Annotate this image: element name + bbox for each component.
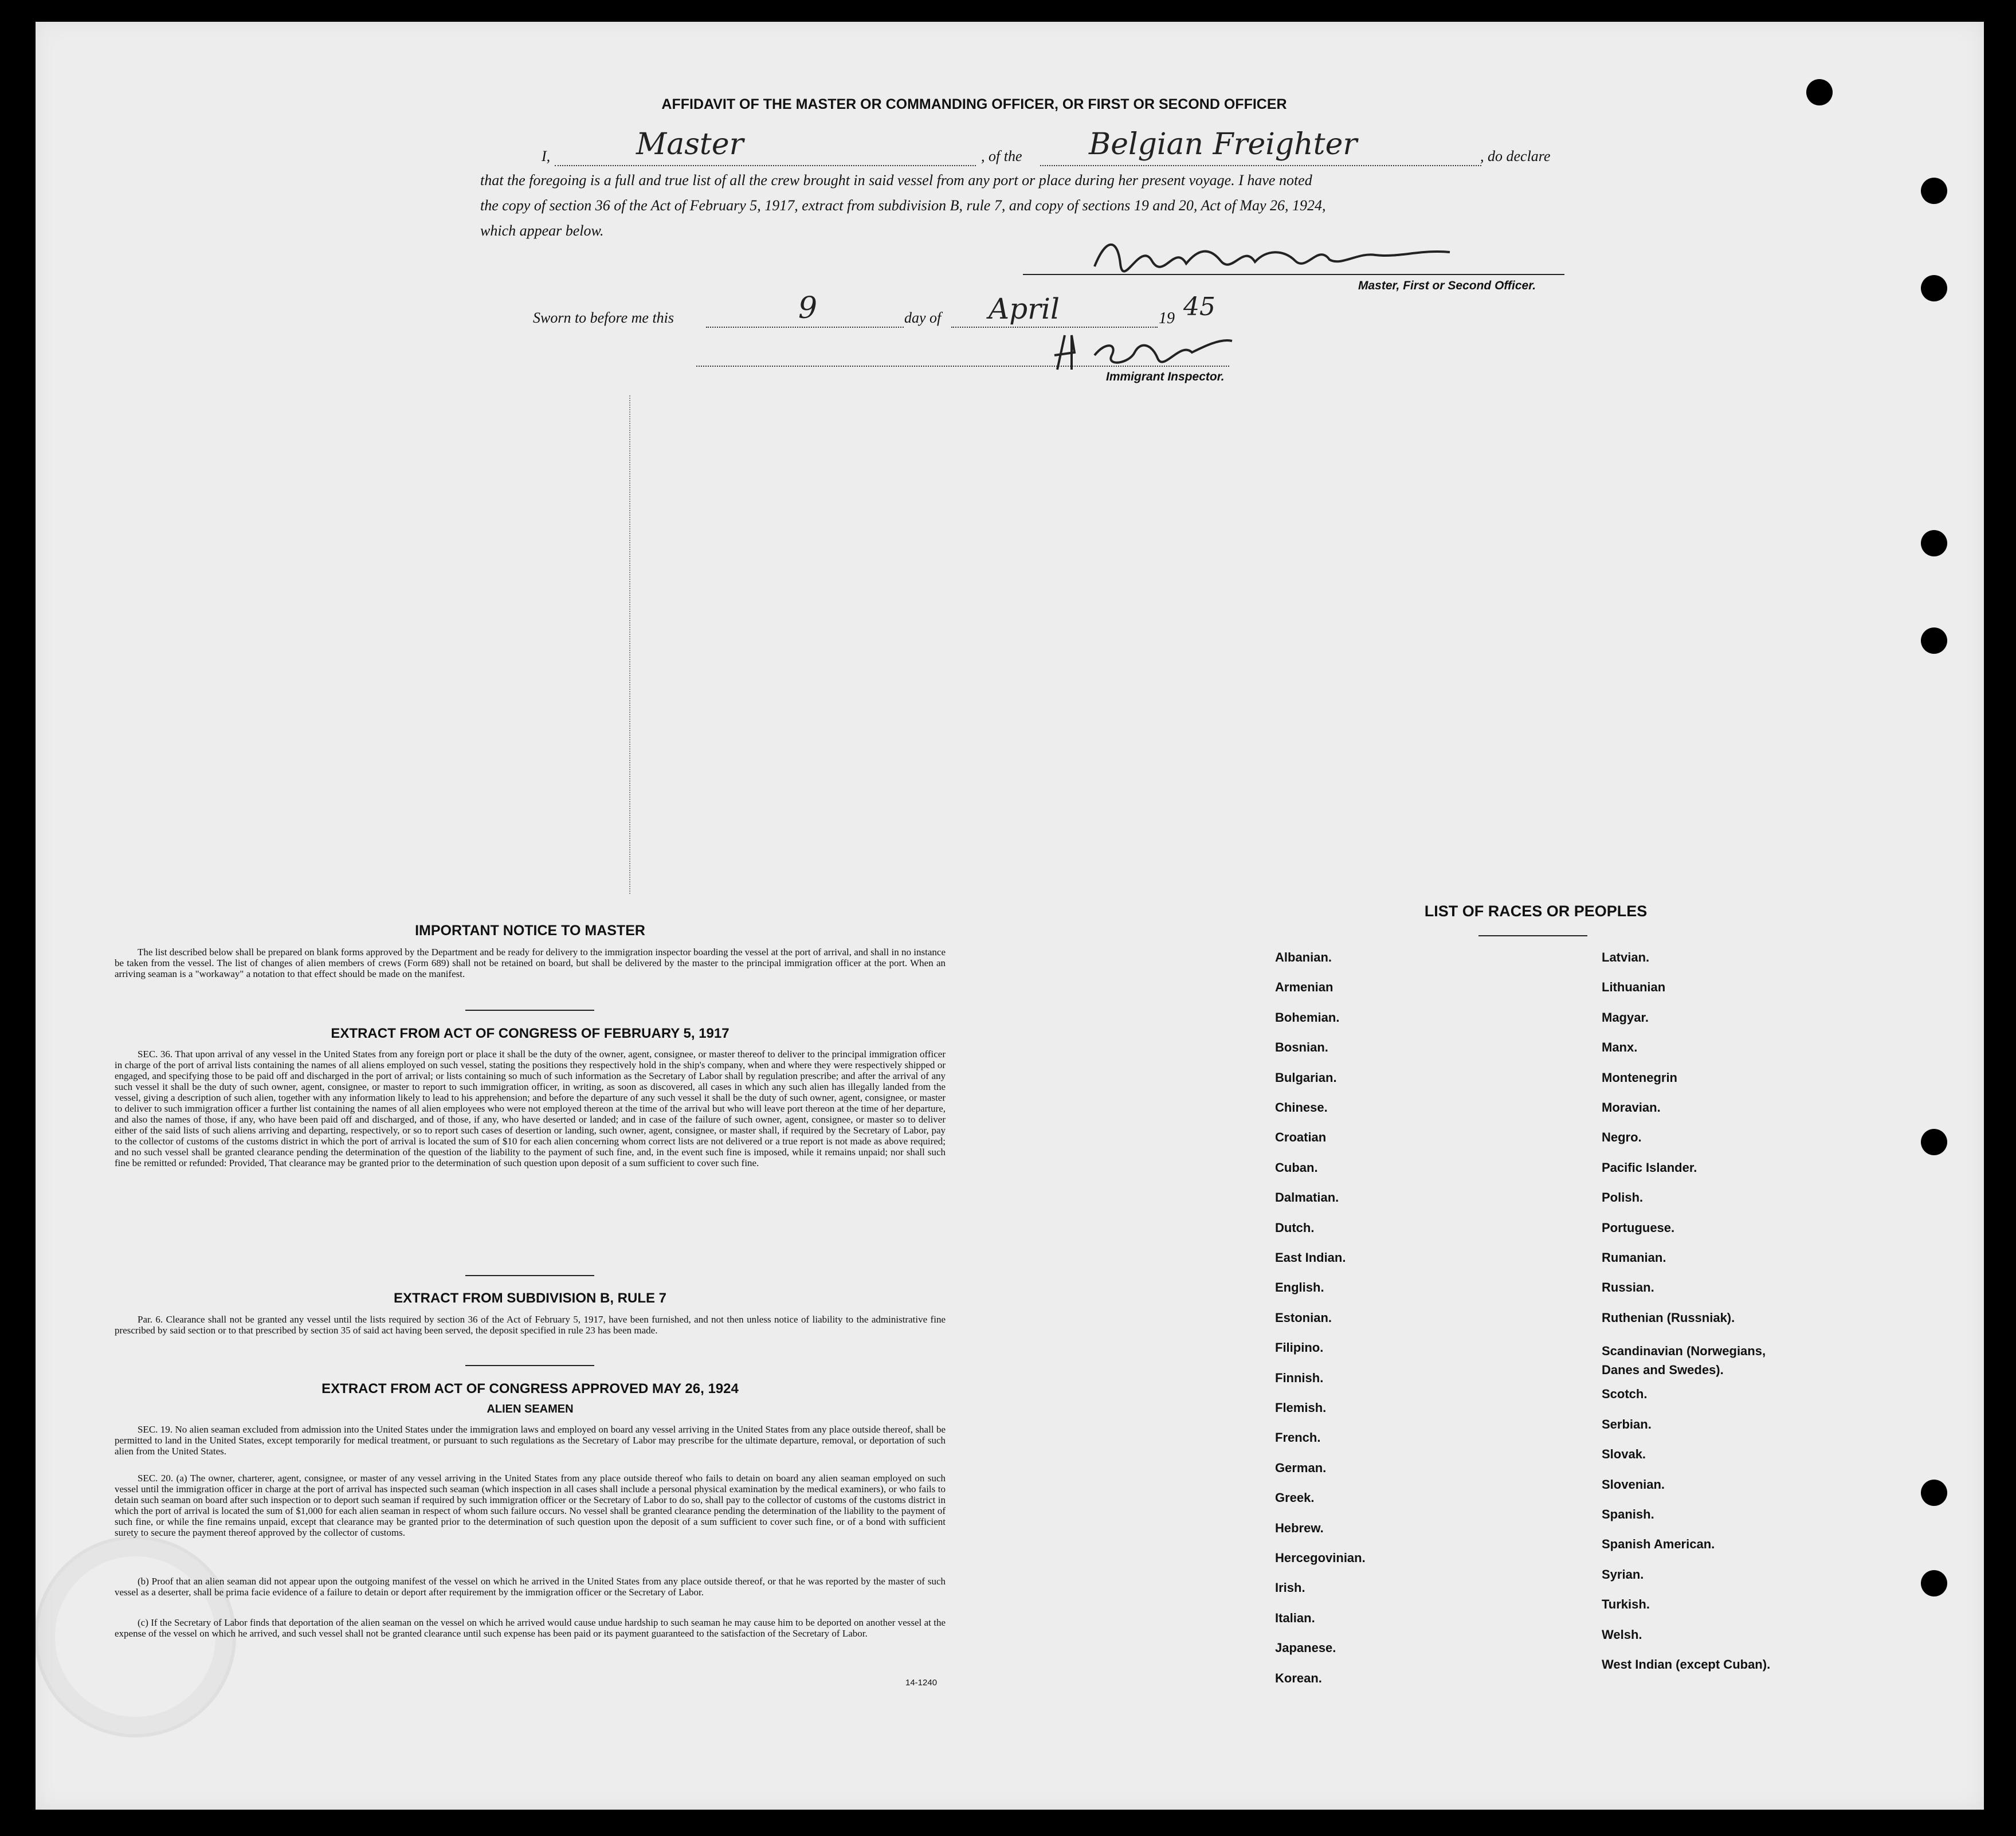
- race-item: Cuban.: [1275, 1160, 1318, 1175]
- extract-1924-sec19: SEC. 19. No alien seaman excluded from admission into the United States under the immigration laws and employed on board any vessel arriving in the United States from any place outside thereof, shall be permitted to land in the United States, except temporarily for medical treatment, or pursuant to such regulations as the Secretary of Labor may prescribe for the ultimate departure, removal, or deportation of such alien from the United States.: [115, 1424, 946, 1457]
- race-item: Slovak.: [1602, 1447, 1646, 1462]
- punch-hole: [1921, 530, 1947, 556]
- declare-label: , do declare: [1480, 148, 1551, 164]
- race-item: Latvian.: [1602, 950, 1650, 964]
- race-item: Ruthenian (Russniak).: [1602, 1310, 1735, 1325]
- race-item: Japanese.: [1275, 1641, 1336, 1655]
- of-the-value: Belgian Freighter: [1089, 127, 1358, 162]
- race-item: Irish.: [1275, 1580, 1305, 1595]
- race-item: German.: [1275, 1460, 1327, 1475]
- i-label: I,: [542, 148, 551, 164]
- race-item: Portuguese.: [1602, 1220, 1675, 1235]
- race-item: East Indian.: [1275, 1250, 1346, 1265]
- race-item: Estonian.: [1275, 1310, 1332, 1325]
- divider: [465, 1365, 594, 1366]
- punch-hole: [1921, 1570, 1947, 1596]
- race-item: Greek.: [1275, 1490, 1315, 1505]
- extract-1924-title: EXTRACT FROM ACT OF CONGRESS APPROVED MAY 26, 1924: [321, 1381, 739, 1396]
- race-item: Albanian.: [1275, 950, 1332, 964]
- races-title: LIST OF RACES OR PEOPLES: [1424, 903, 1648, 920]
- notice-title: IMPORTANT NOTICE TO MASTER: [415, 923, 645, 939]
- sworn-day: 9: [798, 291, 818, 325]
- i-value: Master: [636, 127, 744, 162]
- notice-text: The list described below shall be prepared on blank forms approved by the Department and be ready for delivery to the immigration inspector boarding the vessel at the port of arrival, and shall in no instance be taken from the vessel. The list of changes of alien members of crews (Form 689) shall not be retained on board, but shall be delivered by the master to the principal immigration officer at the port. When an arriving seaman is a "workaway" a notation to that effect should be made on the manifest.: [115, 947, 946, 979]
- race-item: Bulgarian.: [1275, 1070, 1337, 1085]
- affidavit-body-line3: which appear below.: [480, 222, 604, 239]
- race-item: Polish.: [1602, 1190, 1644, 1205]
- of-the-label: , of the: [981, 148, 1022, 164]
- divider: [465, 1275, 594, 1276]
- inspector-line: [696, 366, 1229, 367]
- extract-rule7-title: EXTRACT FROM SUBDIVISION B, RULE 7: [393, 1290, 667, 1306]
- race-item: Welsh.: [1602, 1627, 1642, 1642]
- race-item: Slovenian.: [1602, 1477, 1665, 1492]
- sworn-month-underline: [951, 327, 1158, 328]
- extract-rule7-text: Par. 6. Clearance shall not be granted any vessel until the lists required by section 36 of the Act of February 5, 1917, have been furnished, and not then unless notice of liability to the administrative fine prescribed by said section or to that prescribed by section 35 of said act having been served, the deposit specified in rule 23 has been made.: [115, 1314, 946, 1336]
- sworn-month: April: [989, 292, 1060, 325]
- day-of-label: day of: [904, 309, 942, 326]
- race-item: Hebrew.: [1275, 1520, 1324, 1535]
- race-item: Moravian.: [1602, 1100, 1661, 1115]
- of-the-underline: [1040, 165, 1481, 166]
- divider: [1478, 935, 1587, 936]
- race-item: Scandinavian (Norwegians,: [1602, 1344, 1766, 1359]
- race-item: Italian.: [1275, 1610, 1315, 1625]
- signature-line: [1023, 274, 1564, 275]
- race-item: Syrian.: [1602, 1567, 1644, 1582]
- race-item: English.: [1275, 1280, 1324, 1295]
- race-item: Korean.: [1275, 1670, 1322, 1685]
- race-item: Pacific Islander.: [1602, 1160, 1697, 1175]
- race-item: Dutch.: [1275, 1220, 1315, 1235]
- form-number: 14-1240: [905, 1678, 938, 1688]
- race-item: Lithuanian: [1602, 980, 1666, 995]
- divider: [465, 1010, 594, 1011]
- faint-margin-line: [629, 395, 630, 894]
- inspector-caption: Immigrant Inspector.: [1106, 370, 1225, 383]
- extract-1924-sec20a: SEC. 20. (a) The owner, charterer, agent, consignee, or master of any vessel arriving in the United States from any place outside thereof who fails to detain on board any alien seaman employed on such vessel until the immigration officer in charge at the port of arrival has inspected such seaman (which inspection in all cases shall include a personal physical examination by the medical examiners), or who fails to detain such seaman on board after such inspection or to deport such seaman if required by such immigration officer or the Secretary of Labor to do so, shall pay to the collector of customs of the customs district in which the port of arrival is located the sum of $1,000 for each alien seaman in respect of whom such failure occurs. No vessel shall be granted clearance pending the determination of the liability to the payment of such fine, or while the fine remains unpaid, except that clearance may be granted prior to the determination of such question upon the deposit of a sum sufficient to cover such fine, or of a bond with sufficient surety to secure the payment thereof approved by the collector of customs.: [115, 1473, 946, 1538]
- extract-1917-text: SEC. 36. That upon arrival of any vessel in the United States from any foreign port or place it shall be the duty of the owner, agent, consignee, or master thereof to deliver to the principal immigration officer in charge of the port of arrival lists containing the names of all aliens employed on such vessel, stating the positions they respectively hold in the ship's company, when and where they were respectively shipped or engaged, and specifying those to be paid off and discharged in the port of arrival; or lists containing so much of such information as the Secretary of Labor shall by regulation prescribe; and after the arrival of any such vessel it shall be the duty of such owner, agent, consignee, or master to report to such immigration officer, in writing, as soon as discovered, all cases in which any such alien has illegally landed from the vessel, giving a description of such alien, together with any information likely to lead to his apprehension; and before the departure of any such vessel it shall be the duty of such owner, agent, consignee, or master to deliver to such immigration officer a further list containing the names of all alien employees who were not employed thereon at the time of the arrival but who will leave port thereon at the time of her departure, and also the names of those, if any, who have been paid off and discharged, and of those, if any, who have deserted or landed; and in case of the failure of such owner, agent, consignee, or master so to deliver either of the said lists of such aliens arriving and departing, respectively, or so to report such cases of desertion or landing, such owner, agent, consignee, or master shall, if required by the Secretary of Labor, pay to the collector of customs of the customs district in which the port of arrival is located the sum of $10 for each alien concerning whom correct lists are not delivered or a true report is not made as above required; and no such vessel shall be granted clearance pending the determination of the question of the liability to the payment of such fine, and, in the event such fine is imposed, while it remains unpaid; nor shall such fine be remitted or refunded: Provided, That clearance may be granted prior to the determination of such question upon deposit of a sum sufficient to cover such fine.: [115, 1049, 946, 1168]
- sworn-day-underline: [706, 327, 904, 328]
- punch-hole: [1921, 1129, 1947, 1155]
- race-item: Bohemian.: [1275, 1010, 1340, 1025]
- race-item: Scotch.: [1602, 1387, 1648, 1402]
- race-item: Russian.: [1602, 1280, 1654, 1295]
- extract-1924-subtitle: ALIEN SEAMEN: [487, 1403, 574, 1415]
- race-item: Hercegovinian.: [1275, 1551, 1366, 1565]
- race-item: Magyar.: [1602, 1010, 1649, 1025]
- race-item: Rumanian.: [1602, 1250, 1666, 1265]
- affidavit-body-line2: the copy of section 36 of the Act of February 5, 1917, extract from subdivision B, rule 7, and copy of sections 19 and 20, Act of May 26, 1924,: [480, 197, 1326, 214]
- race-item: West Indian (except Cuban).: [1602, 1657, 1771, 1672]
- race-item: Filipino.: [1275, 1340, 1324, 1355]
- race-item: Flemish.: [1275, 1400, 1327, 1415]
- race-item: Armenian: [1275, 980, 1333, 995]
- race-item: Montenegrin: [1602, 1070, 1677, 1085]
- affidavit-body-line1: that the foregoing is a full and true list of all the crew brought in said vessel from any port or place during her present voyage. I have noted: [480, 172, 1312, 189]
- punch-hole: [1921, 627, 1947, 654]
- race-item: Negro.: [1602, 1130, 1642, 1145]
- race-item: Turkish.: [1602, 1597, 1650, 1612]
- master-signature: [1089, 232, 1456, 278]
- race-item: Spanish.: [1602, 1507, 1654, 1522]
- race-item: Croatian: [1275, 1130, 1327, 1145]
- punch-hole: [1921, 275, 1947, 301]
- year-suffix: 45: [1183, 292, 1215, 321]
- extract-1924-sec20c: (c) If the Secretary of Labor finds that deportation of the alien seaman on the vessel on which he arrived would cause undue hardship to such seaman he may cause him to be deported on another vessel at the expense of the vessel on which he arrived, and such vessel shall not be granted clearance until such expense has been paid or its payment guaranteed to the satisfaction of the Secretary of Labor.: [115, 1617, 946, 1639]
- i-underline: [555, 165, 976, 166]
- race-item: Bosnian.: [1275, 1040, 1328, 1055]
- race-item: Serbian.: [1602, 1417, 1652, 1431]
- punch-hole: [1806, 79, 1833, 105]
- race-item: Chinese.: [1275, 1100, 1328, 1115]
- extract-1924-sec20b: (b) Proof that an alien seaman did not appear upon the outgoing manifest of the vessel on which he arrived in the United States from any place outside thereof, or that he was reported by the master of such vessel as a deserter, shall be prima facie evidence of a failure to detain or deport after requirement by the immigration officer or the Secretary of Labor.: [115, 1576, 946, 1598]
- extract-1917-title: EXTRACT FROM ACT OF CONGRESS OF FEBRUARY 5, 1917: [331, 1026, 729, 1041]
- affidavit-title: AFFIDAVIT OF THE MASTER OR COMMANDING OFFICER, OR FIRST OR SECOND OFFICER: [661, 96, 1287, 112]
- race-item: Danes and Swedes).: [1602, 1363, 1724, 1377]
- race-item: Manx.: [1602, 1040, 1638, 1055]
- race-item: French.: [1275, 1430, 1321, 1445]
- signature-caption: Master, First or Second Officer.: [1358, 279, 1536, 292]
- race-item: Finnish.: [1275, 1370, 1324, 1385]
- sworn-label: Sworn to before me this: [533, 309, 674, 326]
- punch-hole: [1921, 178, 1947, 204]
- race-item: Dalmatian.: [1275, 1190, 1339, 1205]
- race-item: Spanish American.: [1602, 1537, 1715, 1552]
- punch-hole: [1921, 1480, 1947, 1506]
- year-prefix: 19: [1159, 309, 1175, 327]
